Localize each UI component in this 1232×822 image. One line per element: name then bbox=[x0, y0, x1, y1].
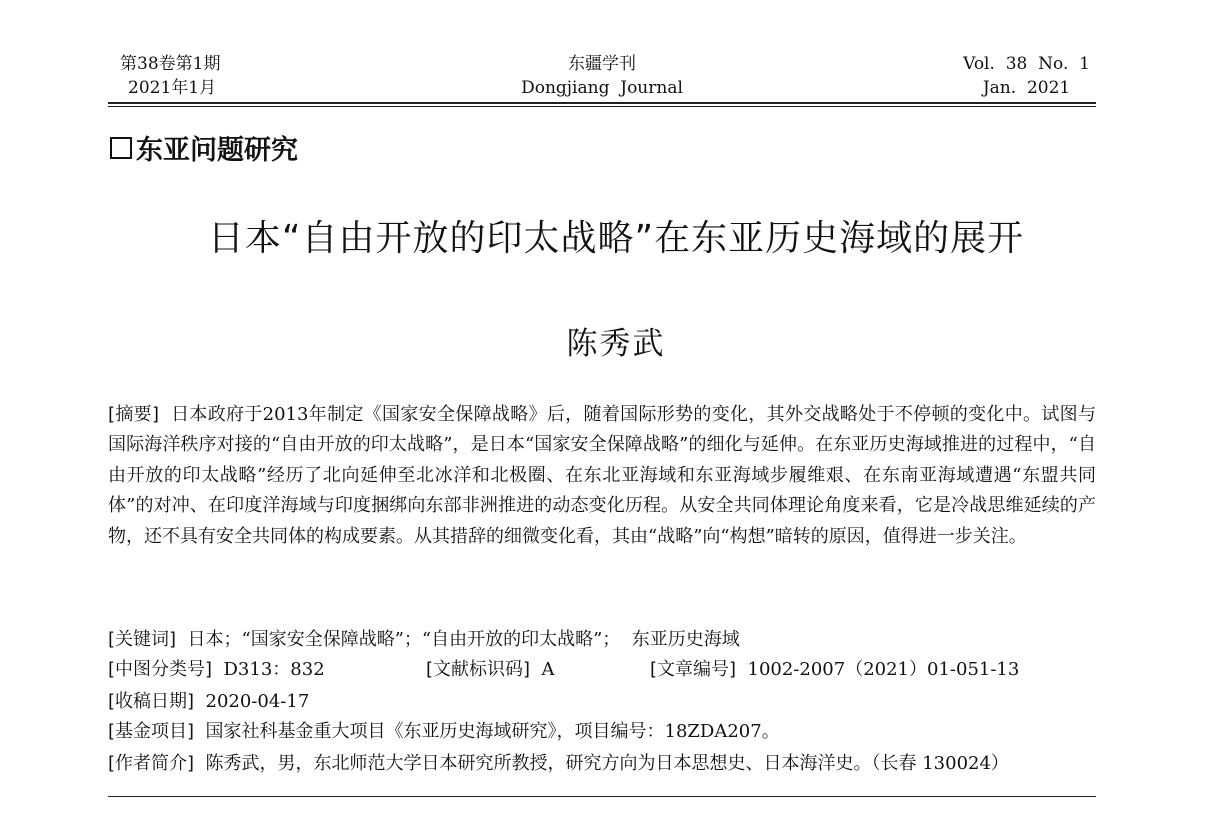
journal-name-cn: 东疆学刊 bbox=[568, 54, 636, 74]
fund-line bbox=[108, 720, 1096, 744]
header-center bbox=[108, 52, 1096, 100]
clc-tag: [中图分类号] bbox=[108, 659, 213, 680]
footnote-rule bbox=[108, 796, 1096, 797]
journal-name-en: Dongjiang Journal bbox=[521, 78, 683, 98]
doc-code-tag: [文献标识码] bbox=[426, 659, 531, 680]
received-tag: [收稿日期] bbox=[108, 691, 195, 712]
date-en: Jan. 2021 bbox=[982, 78, 1071, 98]
header-right bbox=[963, 52, 1090, 100]
fund-tag: [基金项目] bbox=[108, 721, 195, 742]
article-number-tag: [文章编号] bbox=[650, 659, 737, 680]
running-header bbox=[108, 48, 1096, 102]
abstract bbox=[108, 400, 1096, 552]
fund-value: 国家社科基金重大项目《东亚历史海域研究》，项目编号：18ZDA207。 bbox=[205, 721, 780, 742]
square-bullet-icon bbox=[110, 137, 132, 159]
section-heading bbox=[110, 128, 298, 167]
received-value: 2020-04-17 bbox=[205, 691, 310, 712]
volume-issue-cn: 第38卷第1期 bbox=[120, 54, 221, 74]
volume-issue-en: Vol. 38 No. 1 bbox=[963, 54, 1090, 74]
date-cn: 2021年1月 bbox=[128, 78, 217, 98]
header-rule-thick bbox=[108, 102, 1096, 104]
keywords-tag: [关键词] bbox=[108, 629, 177, 650]
abstract-text: 日本政府于2013年制定《国家安全保障战略》后，随着国际形势的变化，其外交战略处于不停顿的变化中。试图与国际海洋秩序对接的“自由开放的印太战略”，是日本“国家安全保障战略”的细化与延伸。在东亚历史海域推进的过程中，“自由开放的印太战略”经历了北向延伸至北冰洋和北极圈、在东北亚海域和东亚海域步履维艰、在东南亚海域遭遇“东盟共同体”的对冲、在印度洋海域与印度捆绑向东部非洲推进的动态变化历程。从安全共同体理论角度来看，它是冷战思维延续的产物，还不具有安全共同体的构成要素。从其措辞的细微变化看，其由“战略”向“构想”暗转的原因，值得进一步关注。 bbox=[108, 404, 1096, 547]
header-rule-thin bbox=[108, 106, 1096, 107]
doc-code-value: A bbox=[541, 659, 555, 680]
section-label: 东亚问题研究 bbox=[136, 135, 298, 166]
abstract-tag: [摘要] bbox=[108, 404, 159, 425]
article-number-value: 1002-2007（2021）01-051-13 bbox=[747, 659, 1020, 680]
author-bio-line bbox=[108, 752, 1096, 776]
keywords-text: 日本；“国家安全保障战略”；“自由开放的印太战略”； 东亚历史海域 bbox=[187, 629, 740, 650]
author-bio-value: 陈秀武，男，东北师范大学日本研究所教授，研究方向为日本思想史、日本海洋史。（长春 130024） bbox=[205, 753, 1009, 774]
received-line bbox=[108, 690, 1096, 714]
author-bio-tag: [作者简介] bbox=[108, 753, 195, 774]
article-author: 陈秀武 bbox=[566, 326, 666, 362]
article-title: 日本“自由开放的印太战略”在东亚历史海域的展开 bbox=[207, 218, 1025, 259]
clc-value: D313：832 bbox=[223, 659, 325, 680]
keywords-line bbox=[108, 628, 1096, 652]
